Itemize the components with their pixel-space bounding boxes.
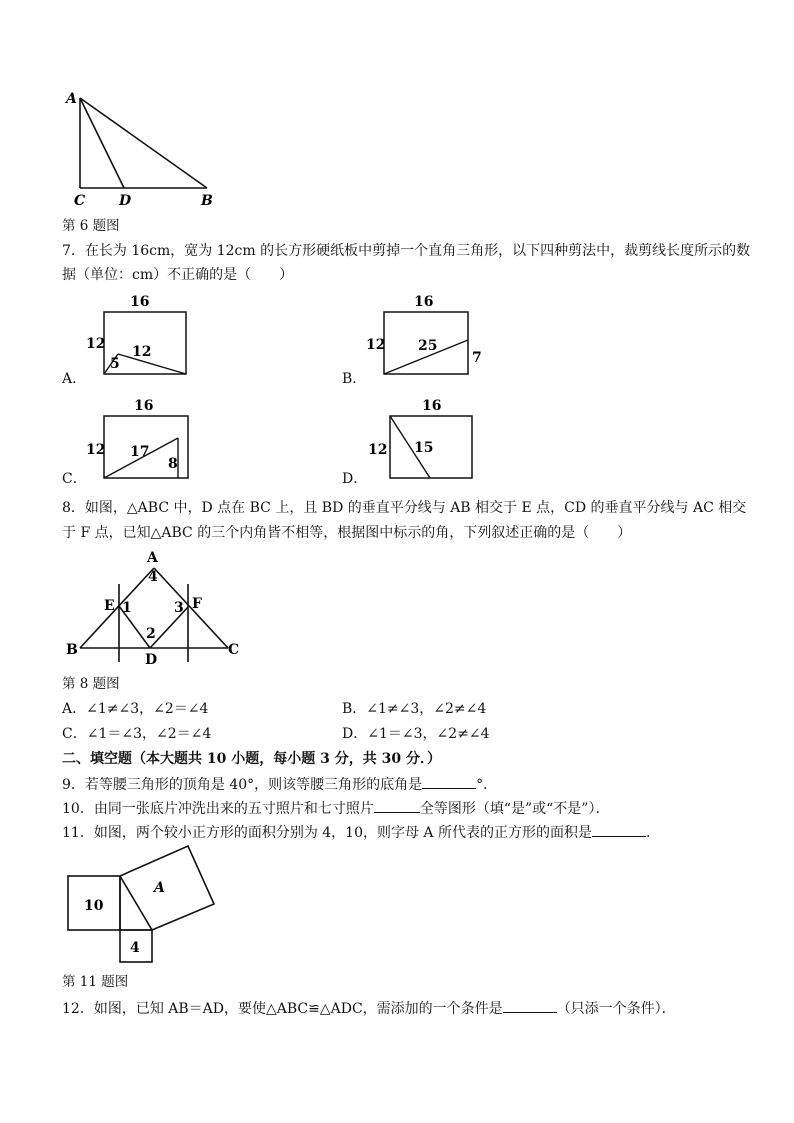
triangle-acb (80, 98, 207, 188)
q11-text: 11．如图，两个较小正方形的面积分别为 4，10，则字母 A 所代表的正方形的面积是 (62, 825, 592, 841)
figure-6 (62, 86, 222, 211)
q12-text: 12．如图，已知 AB＝AD，要使△ABC≌△ADC，需添加的一个条件是 (62, 1001, 503, 1017)
q7c-vertical-cut: 8 (168, 456, 178, 472)
q7-text-line2: 据（单位：cm）不正确的是（ ） (62, 267, 294, 283)
q7b-top-length: 16 (414, 294, 434, 310)
q8-option-a: A．∠1≠∠3，∠2＝∠4 (62, 701, 209, 717)
section-2-title: 二、填空题（本大题共 10 小题，每小题 3 分，共 30 分．） (62, 751, 441, 767)
fig8-label-d: D (145, 652, 158, 668)
square-a (120, 846, 214, 930)
q7-option-c-letter: C． (62, 471, 87, 487)
q10-suffix: 全等图形（填“是”或“不是”）． (419, 801, 610, 817)
fig8-angle-2: 2 (146, 626, 156, 642)
q11-suffix: ． (646, 825, 660, 841)
fig8-angle-3: 3 (174, 600, 184, 616)
fig8-label-f: F (192, 596, 202, 612)
square-4-label: 4 (130, 940, 140, 956)
q7-option-d-letter: D． (342, 471, 368, 487)
vertex-c-label: C (74, 193, 86, 209)
q7b-side-cut: 7 (472, 350, 482, 366)
fig11-caption: 第 11 题图 (62, 974, 129, 990)
q11-answer-blank[interactable] (592, 822, 646, 837)
fig8-caption: 第 8 题图 (62, 676, 120, 692)
q10-text: 10．由同一张底片冲洗出来的五寸照片和七寸照片 (62, 801, 374, 817)
figure-8 (62, 548, 252, 668)
fig8-angle-4: 4 (148, 569, 158, 585)
q7d-top-length: 16 (422, 398, 442, 414)
q8-text-line2: 于 F 点，已知△ABC 的三个内角皆不相等，根据图中标示的角，下列叙述正确的是（ ） (62, 525, 632, 541)
figure-11 (62, 842, 232, 970)
vertex-a-label: A (66, 91, 77, 107)
q7d-diagonal-cut: 15 (414, 440, 434, 456)
square-a-label: A (154, 880, 165, 896)
q9-suffix: °． (476, 777, 498, 793)
q9-answer-blank[interactable] (422, 774, 476, 789)
q8-option-d: D．∠1＝∠3，∠2≠∠4 (342, 726, 490, 742)
fig6-caption: 第 6 题图 (62, 218, 120, 234)
q10-answer-blank[interactable] (374, 798, 420, 813)
q7-text-line1: 7．在长为 16cm，宽为 12cm 的长方形硬纸板中剪掉一个直角三角形，以下四种剪法中，裁剪线长度所示的数 (62, 243, 751, 259)
q7a-long-cut: 12 (132, 344, 152, 360)
q8-option-c: C．∠1＝∠3，∠2＝∠4 (62, 726, 212, 742)
q7-option-d-figure (362, 394, 482, 484)
q10 (62, 798, 609, 819)
q7a-short-cut: 5 (110, 356, 120, 372)
q7c-diagonal-cut: 17 (130, 444, 150, 460)
q7-option-c-figure (82, 394, 192, 484)
q7-option-a-figure (82, 294, 192, 380)
q7d-left-length: 12 (368, 442, 388, 458)
fig8-label-b: B (66, 642, 78, 658)
q7c-top-length: 16 (134, 398, 154, 414)
q7b-left-length: 12 (366, 337, 386, 353)
side-ab (80, 568, 154, 648)
fig8-angle-1: 1 (122, 600, 132, 616)
vertex-d-label: D (119, 193, 132, 209)
q7-option-b-figure (362, 294, 492, 380)
fig8-label-e: E (104, 598, 115, 614)
q7-option-b-letter: B． (342, 371, 367, 387)
q7-option-a-letter: A． (62, 371, 87, 387)
q9 (62, 774, 497, 795)
q12 (62, 998, 676, 1019)
q8-text-line1: 8．如图，△ABC 中，D 点在 BC 上，且 BD 的垂直平分线与 AB 相交于 E 点，CD 的垂直平分线与 AC 相交 (62, 500, 747, 516)
q12-suffix: （只添一个条件）． (556, 1001, 676, 1017)
vertex-b-label: B (201, 193, 213, 209)
q7a-top-length: 16 (130, 294, 150, 310)
q12-answer-blank[interactable] (503, 998, 557, 1013)
fig8-label-c: C (228, 642, 240, 658)
q8-option-b: B．∠1≠∠3，∠2≠∠4 (342, 701, 487, 717)
q7c-left-length: 12 (86, 442, 106, 458)
q7a-left-length: 12 (86, 336, 106, 352)
fig8-label-a: A (147, 550, 158, 566)
q11 (62, 822, 660, 843)
q9-text: 9．若等腰三角形的顶角是 40°，则该等腰三角形的底角是 (62, 777, 423, 793)
q7b-diagonal-cut: 25 (418, 338, 438, 354)
square-10-label: 10 (84, 898, 104, 914)
side-ac (154, 568, 228, 648)
